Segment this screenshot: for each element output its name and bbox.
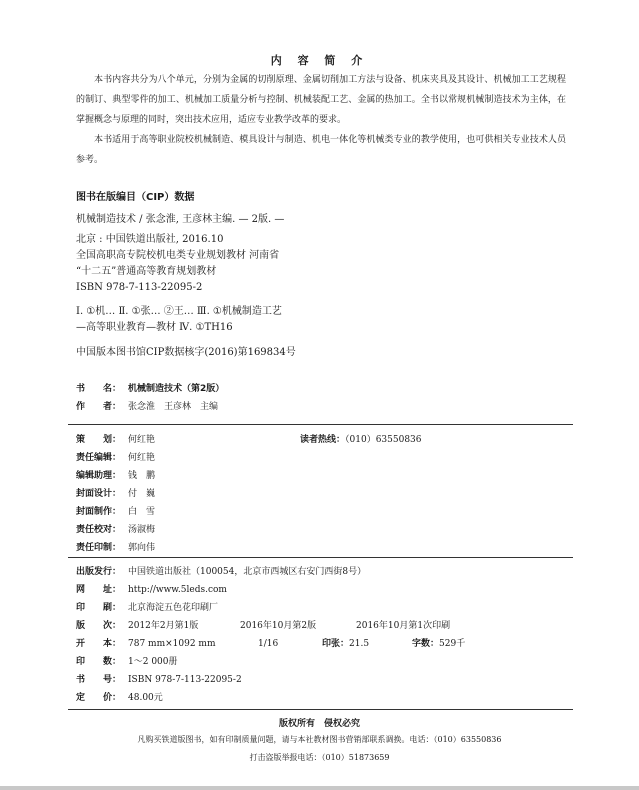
format-row <box>76 635 215 653</box>
editor-value: 钱 鹏 <box>128 471 156 481</box>
price-row <box>76 689 163 707</box>
isbn-row <box>76 671 242 689</box>
price-value: 48.00元 <box>128 693 163 703</box>
cip-heading: 图书在版编目（CIP）数据 <box>76 192 195 203</box>
editor-value: 汤淑梅 <box>128 525 156 535</box>
editor-row <box>76 485 155 503</box>
sheets-label: 印张： <box>322 639 350 649</box>
editor-value: 白 雪 <box>128 507 156 517</box>
hotline-value: （010）63550836 <box>345 435 422 445</box>
hotline-row <box>300 431 422 449</box>
sheets-value: 21.5 <box>349 639 370 649</box>
edition-value-1: 2012年2月第1版 <box>128 621 199 631</box>
cip-number: 中国版本图书馆CIP数据核字(2016)第169834号 <box>76 347 296 358</box>
isbn-value: ISBN 978-7-113-22095-2 <box>128 675 242 685</box>
cip-line-2: 北京 : 中国铁道出版社, 2016.10 <box>76 234 224 245</box>
edition-row <box>76 617 198 635</box>
editor-label: 编辑助理： <box>76 471 122 481</box>
editor-label: 责任校对： <box>76 525 122 535</box>
publisher-value: 中国铁道出版社（100054，北京市西城区右安门西街8号） <box>128 567 367 577</box>
cip-line-3: 全国高职高专院校机电类专业规划教材 河南省 <box>76 250 280 261</box>
publisher-label: 出版发行： <box>76 567 122 577</box>
editor-row <box>76 539 155 557</box>
cip-line-4: “十二五”普通高等教育规划教材 <box>76 266 217 277</box>
printer-label: 印 刷： <box>76 603 122 613</box>
edition-value-3: 2016年10月第1次印刷 <box>356 621 451 631</box>
hotline-label: 读者热线： <box>300 435 346 445</box>
copies-label: 印 数： <box>76 657 122 667</box>
page-edge <box>0 786 639 790</box>
book-author-label: 作 者： <box>76 402 122 412</box>
words-row <box>412 635 465 653</box>
cip-isbn: ISBN 978-7-113-22095-2 <box>76 282 203 293</box>
planner-label: 策 划： <box>76 435 122 445</box>
planner-value: 何红艳 <box>128 435 156 445</box>
words-label: 字数： <box>412 639 440 649</box>
piracy-hotline: 打击盗版举报电话：（010）51873659 <box>249 753 390 762</box>
website-value: http://www.5leds.com <box>128 585 227 595</box>
page-title: 内 容 简 介 <box>270 54 369 67</box>
editor-value: 郭向伟 <box>128 543 156 553</box>
printer-value: 北京海淀五色花印刷厂 <box>128 603 219 613</box>
printer-row <box>76 599 218 617</box>
editor-label: 责任编辑： <box>76 453 122 463</box>
book-author-row <box>76 398 218 416</box>
book-name-label: 书 名： <box>76 384 122 394</box>
copyright-notice: 版权所有 侵权必究 <box>278 719 360 729</box>
publisher-row <box>76 563 366 581</box>
copies-row <box>76 653 178 671</box>
book-name-value: 机械制造技术（第2版） <box>128 384 225 394</box>
editor-value: 何红艳 <box>128 453 156 463</box>
format-label: 开 本： <box>76 639 122 649</box>
summary-block <box>76 70 566 170</box>
divider-2 <box>68 557 573 558</box>
quality-contact: 凡购买铁道版图书，如有印制质量问题，请与本社教材图书营销部联系调换。电话：（010）63550836 <box>137 735 502 744</box>
format-value: 787 mm×1092 mm <box>128 639 216 649</box>
sheets-row <box>322 635 369 653</box>
price-label: 定 价： <box>76 693 122 703</box>
website-label: 网 址： <box>76 585 122 595</box>
editor-label: 封面制作： <box>76 507 122 517</box>
copies-value: 1～2 000册 <box>128 657 178 667</box>
isbn-label: 书 号： <box>76 675 122 685</box>
editor-row <box>76 467 155 485</box>
edition-label: 版 次： <box>76 621 122 631</box>
edition-value-2: 2016年10月第2版 <box>240 621 317 631</box>
editor-label: 责任印制： <box>76 543 122 553</box>
summary-paragraph-2: 本书适用于高等职业院校机械制造、模具设计与制造、机电一体化等机械类专业的教学使用，也可供相关专业技术人员参考。 <box>76 135 566 165</box>
website-row <box>76 581 227 599</box>
divider-3 <box>68 709 573 710</box>
planner-row <box>76 431 155 449</box>
editor-row <box>76 449 155 467</box>
format-fold: 1/16 <box>258 639 279 649</box>
summary-paragraph-1: 本书内容共分为八个单元，分别为金属的切削原理、金属切削加工方法与设备、机床夹具及其设计、机械加工工艺规程的制订、典型零件的加工、机械加工质量分析与控制、机械装配工艺、金属的热加工。全书以常规机械制造技术为主体，在掌握概念与原理的同时，突出技术应用，适应专业教学改革的要求。 <box>76 75 566 125</box>
editor-row <box>76 521 155 539</box>
book-name-row <box>76 380 224 398</box>
editor-row <box>76 503 155 521</box>
cip-line-6: Ⅰ. ①机… Ⅱ. ①张… ②王… Ⅲ. ①机械制造工艺 <box>76 306 282 317</box>
words-value: 529千 <box>439 639 466 649</box>
divider-1 <box>68 424 573 425</box>
editor-value: 付 巍 <box>128 489 156 499</box>
editor-label: 封面设计： <box>76 489 122 499</box>
cip-line-1: 机械制造技术 / 张念淮, 王彦林主编. — 2版. — <box>76 214 285 225</box>
cip-line-7: —高等职业教育—教材 Ⅳ. ①TH16 <box>76 322 233 333</box>
book-author-value: 张念淮 王彦林 主编 <box>128 402 219 412</box>
